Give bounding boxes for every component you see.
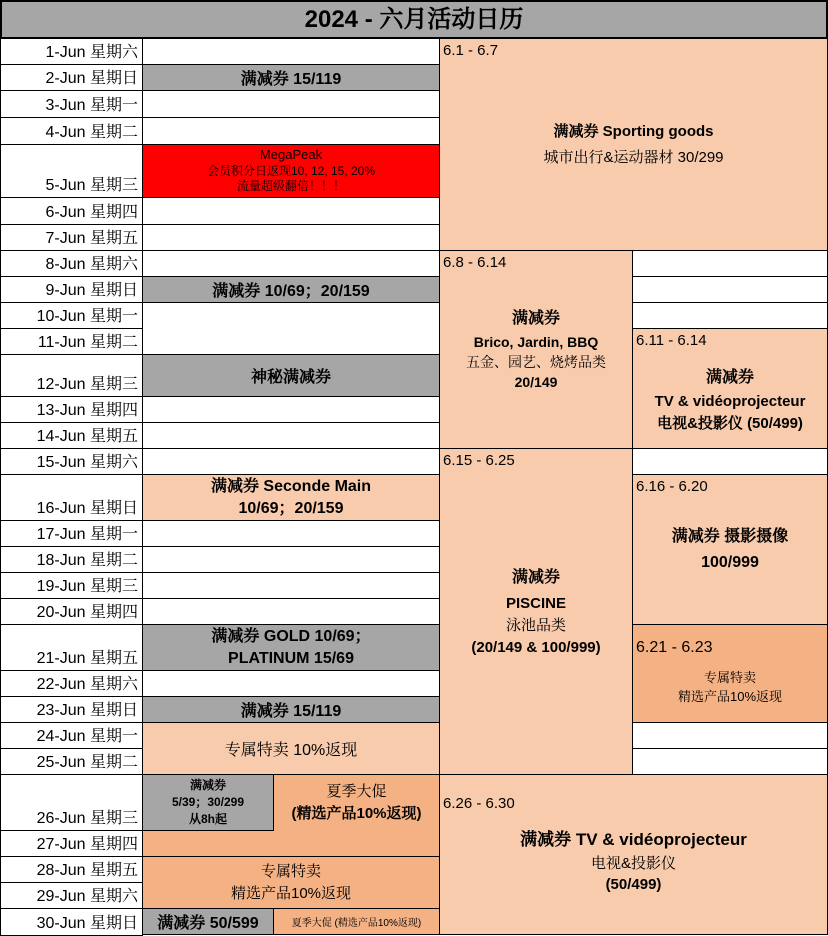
date-cell[interactable]: 24-Jun 星期一 <box>0 722 143 749</box>
empty-cell[interactable] <box>142 670 440 697</box>
event-jun28-29[interactable] <box>142 856 440 909</box>
event-jun30-coupon[interactable]: 满减券 50/599 <box>142 908 274 935</box>
event-line: 从8h起 <box>188 811 227 826</box>
period-line: 电视&投影仪 (50/499) <box>657 415 803 433</box>
date-cell[interactable]: 25-Jun 星期二 <box>0 748 143 775</box>
date-cell[interactable]: 10-Jun 星期一 <box>0 302 143 329</box>
event-line: 夏季大促 <box>326 783 387 801</box>
period-line: 100/999 <box>701 553 759 571</box>
date-cell[interactable]: 26-Jun 星期三 <box>0 774 143 831</box>
event-jun2[interactable]: 满减券 15/119 <box>142 64 440 91</box>
date-cell[interactable]: 29-Jun 星期六 <box>0 882 143 909</box>
event-line: 流量超级翻倍！！！ <box>236 179 345 194</box>
event-line: 精选产品10%返现 <box>230 884 352 902</box>
date-cell[interactable]: 27-Jun 星期四 <box>0 830 143 857</box>
empty-cell[interactable] <box>142 38 440 65</box>
event-line: 会员积分日返现10, 12, 15, 20% <box>206 163 376 178</box>
empty-cell[interactable] <box>142 302 440 355</box>
period-range: 6.16 - 6.20 <box>636 478 708 495</box>
date-cell[interactable]: 8-Jun 星期六 <box>0 250 143 277</box>
empty-cell[interactable] <box>142 250 440 277</box>
date-cell[interactable]: 2-Jun 星期日 <box>0 64 143 91</box>
event-line: MegaPeak <box>259 147 323 163</box>
period-range: 6.8 - 6.14 <box>443 254 507 271</box>
date-cell[interactable]: 23-Jun 星期日 <box>0 696 143 723</box>
period-line: PISCINE <box>505 595 566 613</box>
date-cell[interactable]: 20-Jun 星期四 <box>0 598 143 625</box>
empty-cell[interactable] <box>142 598 440 625</box>
empty-cell[interactable] <box>142 546 440 573</box>
empty-cell[interactable] <box>632 250 828 277</box>
event-jun26-coupon[interactable] <box>142 774 274 831</box>
date-cell[interactable]: 4-Jun 星期二 <box>0 117 143 145</box>
date-cell[interactable]: 9-Jun 星期日 <box>0 276 143 303</box>
period-range: 6.21 - 6.23 <box>636 639 713 656</box>
period-6-11-6-14[interactable] <box>632 328 828 449</box>
empty-cell[interactable] <box>632 748 828 775</box>
event-jun5-megapeak[interactable] <box>142 144 440 198</box>
date-cell[interactable]: 17-Jun 星期一 <box>0 520 143 547</box>
event-jun16[interactable] <box>142 474 440 521</box>
empty-cell[interactable] <box>142 572 440 599</box>
event-line: 专属特卖 <box>260 862 321 880</box>
period-line: 电视&投影仪 <box>590 854 676 872</box>
period-6-1-6-7[interactable] <box>439 38 828 251</box>
date-cell[interactable]: 6-Jun 星期四 <box>0 197 143 225</box>
period-line: 五金、园艺、烧烤品类 <box>466 354 606 371</box>
event-jun12[interactable]: 神秘满减券 <box>142 354 440 397</box>
empty-cell[interactable] <box>142 197 440 225</box>
event-jun30-summer-sale[interactable]: 夏季大促 (精选产品10%返现) <box>273 908 440 935</box>
event-jun23[interactable]: 满减券 15/119 <box>142 696 440 723</box>
date-cell[interactable]: 7-Jun 星期五 <box>0 224 143 251</box>
date-cell[interactable]: 13-Jun 星期四 <box>0 396 143 423</box>
period-line: 泳池品类 <box>505 617 566 635</box>
empty-cell[interactable] <box>142 448 440 475</box>
empty-cell[interactable] <box>142 396 440 423</box>
empty-cell[interactable] <box>142 90 440 118</box>
event-line: 满减券 Seconde Main <box>210 477 372 495</box>
period-range: 6.26 - 6.30 <box>443 795 515 812</box>
period-6-16-6-20[interactable] <box>632 474 828 625</box>
event-jun24-25[interactable]: 专属特卖 10%返现 <box>142 722 440 775</box>
event-jun9[interactable]: 满减券 10/69；20/159 <box>142 276 440 303</box>
date-cell[interactable]: 21-Jun 星期五 <box>0 624 143 671</box>
period-6-26-6-30[interactable] <box>439 774 828 935</box>
date-cell[interactable]: 22-Jun 星期六 <box>0 670 143 697</box>
period-range: 6.1 - 6.7 <box>443 42 499 59</box>
period-line: (20/149 & 100/999) <box>471 638 601 656</box>
period-range: 6.15 - 6.25 <box>443 452 515 469</box>
date-cell[interactable]: 28-Jun 星期五 <box>0 856 143 883</box>
period-6-8-6-14[interactable] <box>439 250 633 449</box>
period-line: 满减券 Sporting goods <box>553 123 714 140</box>
period-line: 20/149 <box>514 374 558 391</box>
period-line: 满减券 TV & vidéoprojecteur <box>520 830 747 849</box>
empty-cell[interactable] <box>142 117 440 145</box>
date-cell[interactable]: 16-Jun 星期日 <box>0 474 143 521</box>
period-line: 城市出行&运动器材 30/299 <box>543 148 724 166</box>
date-cell[interactable]: 3-Jun 星期一 <box>0 90 143 118</box>
empty-cell[interactable] <box>142 422 440 449</box>
period-range: 6.11 - 6.14 <box>636 332 707 349</box>
event-line: (精选产品10%返现) <box>291 805 422 822</box>
date-cell[interactable]: 1-Jun 星期六 <box>0 38 143 65</box>
event-line: 10/69；20/159 <box>238 499 344 517</box>
period-line: 满减券 <box>511 569 560 587</box>
period-6-15-6-25[interactable] <box>439 448 633 775</box>
date-cell[interactable]: 12-Jun 星期三 <box>0 354 143 397</box>
empty-cell[interactable] <box>632 302 828 329</box>
period-6-21-6-23[interactable] <box>632 624 828 723</box>
date-cell[interactable]: 19-Jun 星期三 <box>0 572 143 599</box>
period-line: 专属特卖 <box>703 669 756 685</box>
empty-cell[interactable] <box>142 520 440 547</box>
period-line: Brico, Jardin, BBQ <box>473 333 599 350</box>
event-jun26-summer-sale[interactable] <box>273 774 440 831</box>
period-line: (50/499) <box>605 876 662 894</box>
period-line: 精选产品10%返现 <box>677 688 783 704</box>
empty-cell[interactable] <box>632 448 828 475</box>
period-line: 满减券 <box>511 310 560 328</box>
calendar-title: 2024 - 六月活动日历 <box>0 0 828 39</box>
empty-cell[interactable] <box>142 224 440 251</box>
empty-cell[interactable] <box>632 276 828 303</box>
date-cell[interactable]: 5-Jun 星期三 <box>0 144 143 198</box>
event-line: 满减券 <box>189 778 226 793</box>
period-line: 满减券 <box>705 369 754 387</box>
summer-sale-cell[interactable] <box>142 830 440 857</box>
date-cell[interactable]: 15-Jun 星期六 <box>0 448 143 475</box>
event-jun21[interactable] <box>142 624 440 671</box>
event-line: 满减券 GOLD 10/69； <box>211 627 371 645</box>
event-line: PLATINUM 15/69 <box>228 649 354 667</box>
date-cell[interactable]: 11-Jun 星期二 <box>0 328 143 355</box>
period-line: TV & vidéoprojecteur <box>654 393 806 411</box>
empty-cell[interactable] <box>632 722 828 749</box>
date-cell[interactable]: 18-Jun 星期二 <box>0 546 143 573</box>
event-line: 5/39；30/299 <box>171 795 245 810</box>
date-cell[interactable]: 14-Jun 星期五 <box>0 422 143 449</box>
date-cell[interactable]: 30-Jun 星期日 <box>0 908 143 936</box>
period-line: 满减券 摄影摄像 <box>671 527 789 545</box>
